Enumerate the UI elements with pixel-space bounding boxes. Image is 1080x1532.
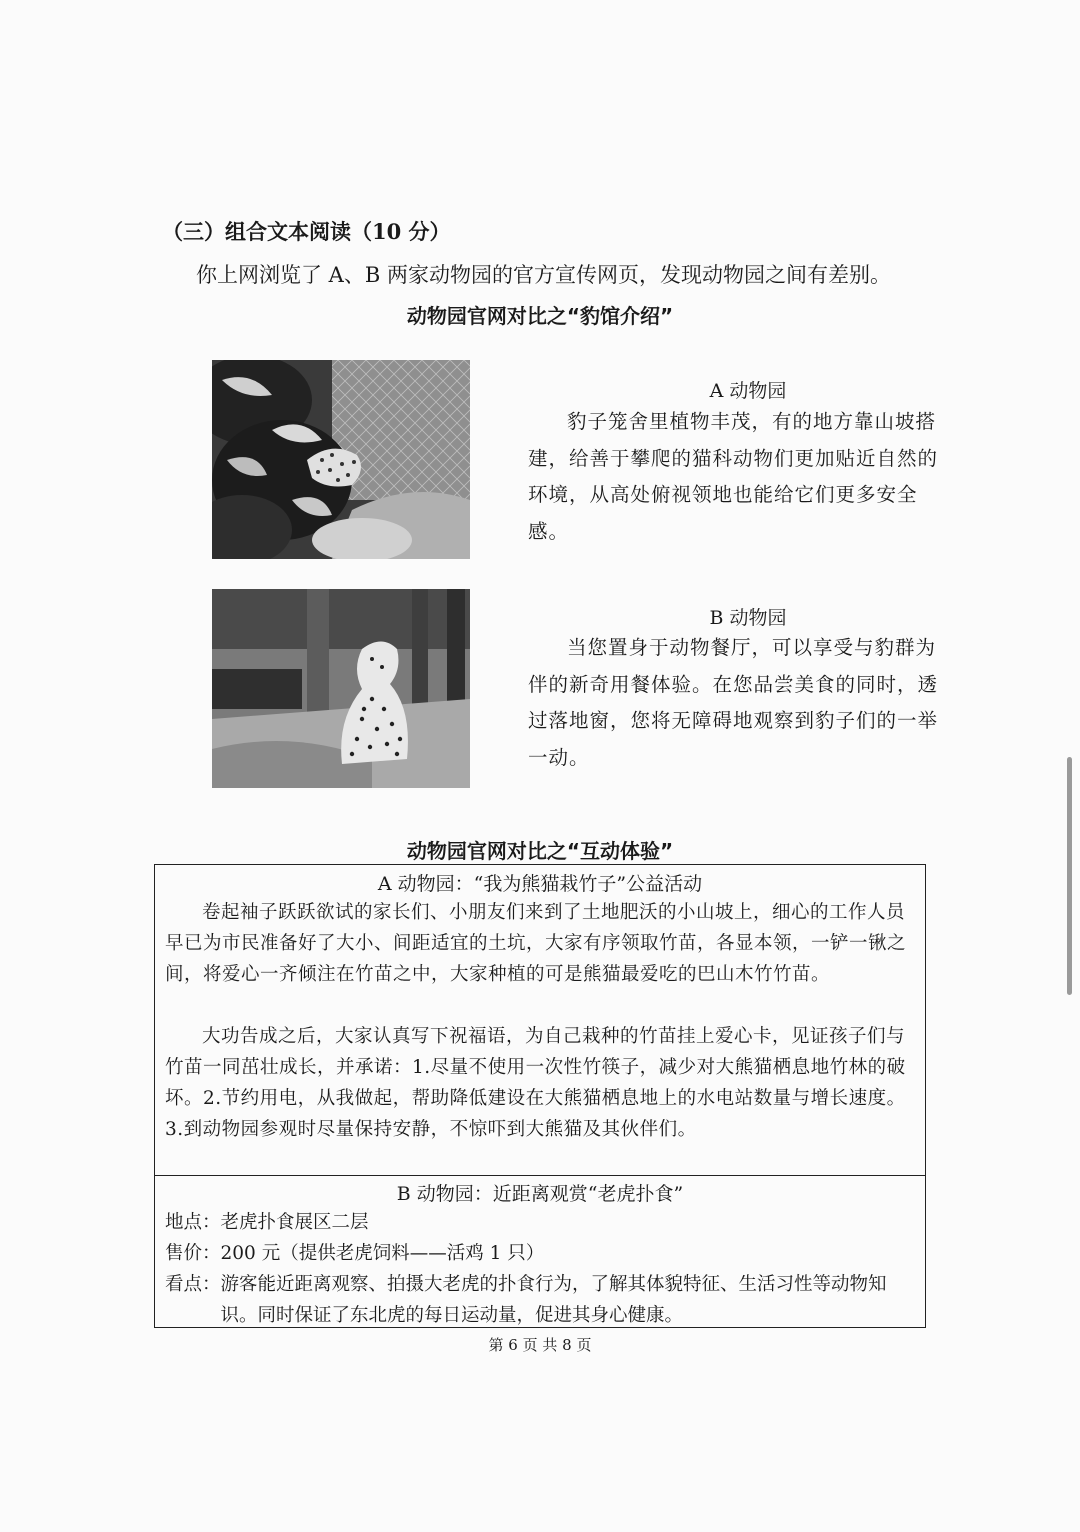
- compare-title-leopard: 动物园官网对比之“豹馆介绍”: [406, 304, 674, 328]
- location-label: 地点：: [165, 1212, 221, 1233]
- intro-text: 你上网浏览了 A、B 两家动物园的官方宣传网页，发现动物园之间有差别。: [196, 263, 891, 287]
- section-title: （三）组合文本阅读（10 分）: [162, 219, 451, 244]
- zoo-a-name: A 动物园: [709, 380, 787, 402]
- highlight-value: 游客能近距离观察、拍摄大老虎的扑食行为，了解其体貌特征、生活习性等动物知识。同时保证了东北虎的每日运动量，促进其身心健康。: [220, 1274, 887, 1326]
- page-footer: 第 6 页 共 8 页: [488, 1336, 592, 1354]
- zoo-b-price: [165, 1238, 915, 1269]
- table-divider: [155, 1175, 925, 1176]
- zoo-b-leopard-text: 当您置身于动物餐厅，可以享受与豹群为伴的新奇用餐体验。在您品尝美食的同时，透过落地窗，您将无障碍地观察到豹子们的一举一动。: [528, 636, 939, 769]
- zoo-a-activity-heading: A 动物园：“我为熊猫栽竹子”公益活动: [377, 873, 703, 895]
- zoo-b-name: B 动物园: [709, 607, 787, 629]
- zoo-b-location: [165, 1207, 915, 1238]
- highlight-label: 看点：: [165, 1274, 221, 1295]
- compare-title-interaction: 动物园官网对比之“互动体验”: [406, 839, 674, 863]
- price-value: 200 元（提供老虎饲料——活鸡 1 只）: [220, 1243, 545, 1264]
- zoo-a-leopard-text: 豹子笼舍里植物丰茂，有的地方靠山坡搭建，给善于攀爬的猫科动物们更加贴近自然的环境，从高处俯视领地也能给它们更多安全感。: [528, 410, 939, 543]
- cheetah-photo: [212, 589, 470, 788]
- leopard-photo: [212, 360, 470, 559]
- price-label: 售价：: [165, 1243, 221, 1264]
- zoo-b-activity-heading: B 动物园：近距离观赏“老虎扑食”: [396, 1183, 684, 1205]
- zoo-a-activity-para2: 大功告成之后，大家认真写下祝福语，为自己栽种的竹苗挂上爱心卡，见证孩子们与竹苗一同茁壮成长，并承诺：1.尽量不使用一次性竹筷子，减少对大熊猫栖息地竹林的破坏。2.节约用电，从我做起，帮助降低建设在大熊猫栖息地上的水电站数量与增长速度。3.到动物园参观时尽量保持安静，不惊吓到大熊猫及其伙伴们。: [165, 1026, 906, 1140]
- zoo-b-highlight: [165, 1269, 915, 1331]
- scrollbar[interactable]: [1067, 757, 1072, 995]
- location-value: 老虎扑食展区二层: [220, 1212, 369, 1233]
- zoo-a-activity-para1: 卷起袖子跃跃欲试的家长们、小朋友们来到了土地肥沃的小山坡上，细心的工作人员早已为市民准备好了大小、间距适宜的土坑，大家有序领取竹苗，各显本领，一铲一锹之间，将爱心一齐倾注在竹苗之中，大家种植的可是熊猫最爱吃的巴山木竹竹苗。: [165, 902, 907, 985]
- interaction-table: [154, 864, 926, 1328]
